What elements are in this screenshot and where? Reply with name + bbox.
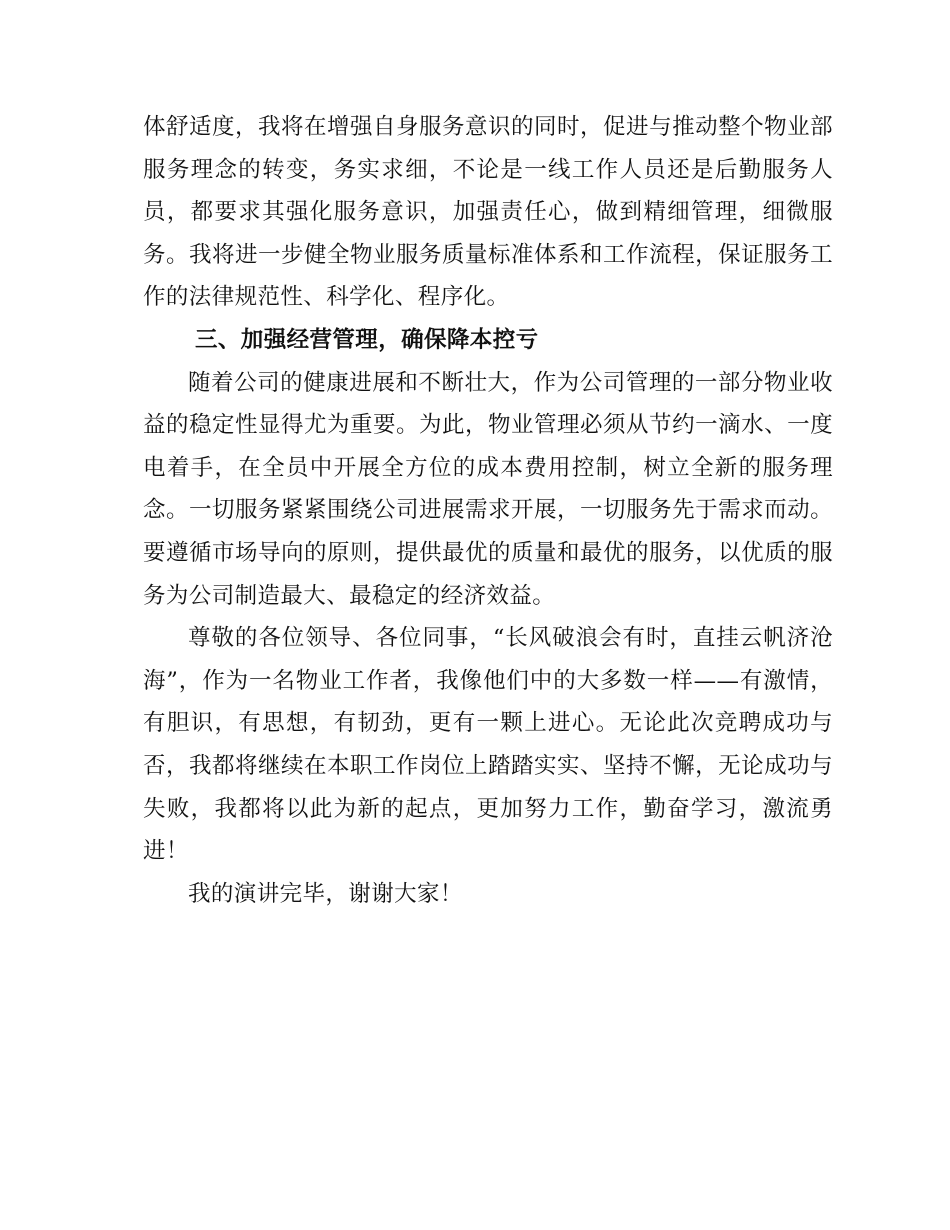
paragraph-continued: 体舒适度，我将在增强自身服务意识的同时，促进与推动整个物业部服务理念的转变，务实求细，不论是一线工作人员还是后勤服务人员，都要求其强化服务意识，加强责任心，做到精细管理，细微服务。我将进一步健全物业服务质量标准体系和工作流程，保证服务工作的法律规范性、科学化、程序化。: [143, 114, 833, 311]
section-heading: 三、加强经营管理，确保降本控亏: [195, 326, 539, 353]
paragraph-thanks: 我的演讲完毕，谢谢大家！: [188, 880, 463, 907]
document-body: [143, 106, 833, 915]
paragraph-closing: 尊敬的各位领导、各位同事，“长风破浪会有时，直挂云帆济沧海”，作为一名物业工作者，我像他们中的大多数一样——有激情，有胆识，有思想，有韧劲，更有一颗上进心。无论此次竞聘成功与否，我都将继续在本职工作岗位上踏踏实实、坚持不懈，无论成功与失败，我都将以此为新的起点，更加努力工作，勤奋学习，激流勇进！: [143, 625, 833, 865]
paragraph-management: 随着公司的健康进展和不断壮大，作为公司管理的一部分物业收益的稳定性显得尤为重要。为此，物业管理必须从节约一滴水、一度电着手，在全员中开展全方位的成本费用控制，树立全新的服务理念。一切服务紧紧围绕公司进展需求开展，一切服务先于需求而动。要遵循市场导向的原则，提供最优的质量和最优的服务，以优质的服务为公司制造最大、最稳定的经济效益。: [143, 369, 833, 609]
